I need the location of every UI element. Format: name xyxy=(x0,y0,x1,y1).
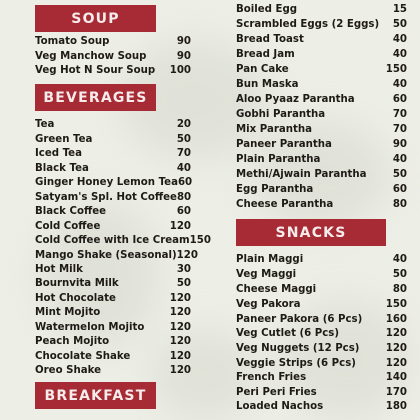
breakfast-header xyxy=(35,382,156,409)
menu-item-row xyxy=(236,123,407,137)
menu-item-row xyxy=(236,153,407,167)
item-name: Paneer Parantha xyxy=(236,139,332,150)
menu-item-row xyxy=(236,63,407,77)
item-price: 120 xyxy=(169,307,191,318)
item-name: Ginger Honey Lemon Tea xyxy=(35,177,178,188)
menu-item-row xyxy=(35,205,191,219)
menu-item-row xyxy=(236,268,407,282)
menu-item-row xyxy=(236,33,407,47)
item-name: Peri Peri Fries xyxy=(236,387,317,398)
item-name: Cheese Parantha xyxy=(236,199,334,210)
item-name: Oreo Shake xyxy=(35,365,102,376)
item-price: 50 xyxy=(176,278,191,289)
menu-item-row xyxy=(35,364,191,378)
soup-title: SOUP xyxy=(71,10,120,27)
item-price: 40 xyxy=(392,254,407,265)
item-price: 150 xyxy=(189,235,211,246)
item-name: Cheese Maggi xyxy=(236,284,317,295)
item-name: Gobhi Parantha xyxy=(236,109,326,120)
item-name: Mix Parantha xyxy=(236,124,312,135)
item-name: Cold Coffee xyxy=(35,221,101,232)
menu-item-row xyxy=(236,386,407,400)
breakfast-title: BREAKFAST xyxy=(44,387,147,404)
item-price: 40 xyxy=(392,49,407,60)
item-price: 15 xyxy=(392,4,407,15)
beverages-title: BEVERAGES xyxy=(43,89,148,106)
item-price: 80 xyxy=(392,199,407,210)
menu-item-row xyxy=(35,220,191,234)
item-price: 40 xyxy=(392,79,407,90)
item-name: Aloo Pyaaz Parantha xyxy=(236,94,355,105)
item-price: 70 xyxy=(392,109,407,120)
item-name: Plain Maggi xyxy=(236,254,304,265)
item-price: 120 xyxy=(176,250,198,261)
item-price: 20 xyxy=(176,119,191,130)
item-name: Paneer Pakora (6 Pcs) xyxy=(236,314,363,325)
item-price: 120 xyxy=(169,221,191,232)
item-price: 150 xyxy=(385,64,407,75)
menu-item-row xyxy=(236,253,407,267)
item-price: 120 xyxy=(385,358,407,369)
item-name: Iced Tea xyxy=(35,148,82,159)
item-price: 140 xyxy=(385,372,407,383)
menu-item-row xyxy=(236,108,407,122)
item-name: Chocolate Shake xyxy=(35,351,131,362)
menu-item-row xyxy=(35,50,191,64)
item-price: 120 xyxy=(169,351,191,362)
item-price: 120 xyxy=(169,365,191,376)
menu-item-row xyxy=(35,133,191,147)
item-name: Cold Coffee with Ice Cream xyxy=(35,235,190,246)
menu-item-row xyxy=(35,292,191,306)
item-price: 40 xyxy=(392,34,407,45)
menu-item-row xyxy=(35,35,191,49)
item-name: Methi/Ajwain Parantha xyxy=(236,169,367,180)
item-name: Watermelon Mojito xyxy=(35,322,145,333)
beverages-header xyxy=(35,84,156,111)
item-price: 60 xyxy=(392,184,407,195)
menu-item-row xyxy=(35,118,191,132)
item-price: 90 xyxy=(392,139,407,150)
item-name: Tea xyxy=(35,119,55,130)
snacks-header xyxy=(236,219,386,246)
item-price: 60 xyxy=(177,177,193,188)
item-price: 120 xyxy=(169,293,191,304)
menu-item-row xyxy=(236,400,407,414)
menu-item-row xyxy=(236,48,407,62)
item-name: Veg Hot N Sour Soup xyxy=(35,65,156,76)
item-price: 50 xyxy=(392,269,407,280)
item-price: 170 xyxy=(385,387,407,398)
item-name: Veg Nuggets (12 Pcs) xyxy=(236,343,360,354)
menu-item-row xyxy=(236,168,407,182)
menu-item-row xyxy=(35,147,191,161)
item-price: 50 xyxy=(176,134,191,145)
menu-item-row xyxy=(35,162,191,176)
menu-item-row xyxy=(35,335,191,349)
menu-item-row xyxy=(236,183,407,197)
item-price: 120 xyxy=(169,322,191,333)
menu-item-row xyxy=(35,350,191,364)
menu-item-row xyxy=(35,191,191,205)
item-price: 40 xyxy=(176,163,191,174)
menu-item-row xyxy=(35,249,198,263)
item-name: Boiled Egg xyxy=(236,4,298,15)
item-name: French Fries xyxy=(236,372,307,383)
menu-item-row xyxy=(236,283,407,297)
menu-item-row xyxy=(35,64,191,78)
item-name: Tomato Soup xyxy=(35,36,110,47)
item-price: 60 xyxy=(176,206,191,217)
menu-item-row xyxy=(236,313,407,327)
item-name: Black Tea xyxy=(35,163,89,174)
item-price: 100 xyxy=(169,65,191,76)
soup-header xyxy=(35,5,156,32)
item-price: 70 xyxy=(392,124,407,135)
menu-item-row xyxy=(236,198,407,212)
menu-item-row xyxy=(236,342,407,356)
item-name: Veg Pakora xyxy=(236,299,301,310)
snacks-title: SNACKS xyxy=(275,224,347,241)
item-name: Peach Mojito xyxy=(35,336,110,347)
item-name: Veg Manchow Soup xyxy=(35,51,147,62)
item-name: Plain Parantha xyxy=(236,154,321,165)
item-name: Bournvita Milk xyxy=(35,278,119,289)
item-name: Veg Maggi xyxy=(236,269,297,280)
item-name: Veggie Strips (6 Pcs) xyxy=(236,358,356,369)
item-price: 180 xyxy=(385,401,407,412)
item-price: 120 xyxy=(169,336,191,347)
menu-item-row xyxy=(236,78,407,92)
item-price: 120 xyxy=(385,328,407,339)
item-price: 80 xyxy=(176,192,192,203)
item-name: Hot Chocolate xyxy=(35,293,116,304)
item-name: Mango Shake (Seasonal) xyxy=(35,250,177,261)
item-price: 90 xyxy=(176,51,191,62)
item-name: Veg Cutlet (6 Pcs) xyxy=(236,328,340,339)
item-price: 40 xyxy=(392,154,407,165)
item-name: Bun Maska xyxy=(236,79,299,90)
menu-item-row xyxy=(236,371,407,385)
item-name: Satyam's Spl. Hot Coffee xyxy=(35,192,177,203)
menu-item-row xyxy=(35,263,191,277)
item-name: Loaded Nachos xyxy=(236,401,324,412)
item-price: 120 xyxy=(385,343,407,354)
menu-item-row xyxy=(236,18,407,32)
menu-item-row xyxy=(35,306,191,320)
item-price: 30 xyxy=(176,264,191,275)
item-price: 160 xyxy=(385,314,407,325)
item-price: 50 xyxy=(392,169,407,180)
menu-item-row xyxy=(236,93,407,107)
item-name: Green Tea xyxy=(35,134,93,145)
item-price: 70 xyxy=(176,148,191,159)
menu-item-row xyxy=(35,321,191,335)
item-name: Mint Mojito xyxy=(35,307,101,318)
item-price: 60 xyxy=(392,94,407,105)
item-name: Egg Parantha xyxy=(236,184,314,195)
menu-item-row xyxy=(236,298,407,312)
item-price: 80 xyxy=(392,284,407,295)
menu-item-row xyxy=(35,234,211,248)
menu-item-row xyxy=(236,3,407,17)
item-price: 50 xyxy=(392,19,407,30)
item-price: 90 xyxy=(176,36,191,47)
item-name: Pan Cake xyxy=(236,64,289,75)
menu-item-row xyxy=(236,138,407,152)
menu-item-row xyxy=(35,277,191,291)
item-name: Black Coffee xyxy=(35,206,107,217)
menu-item-row xyxy=(236,327,407,341)
menu-item-row xyxy=(236,357,407,371)
item-name: Bread Jam xyxy=(236,49,295,60)
menu-item-row xyxy=(35,176,191,190)
item-price: 150 xyxy=(385,299,407,310)
item-name: Bread Toast xyxy=(236,34,304,45)
item-name: Hot Milk xyxy=(35,264,83,275)
item-name: Scrambled Eggs (2 Eggs) xyxy=(236,19,380,30)
